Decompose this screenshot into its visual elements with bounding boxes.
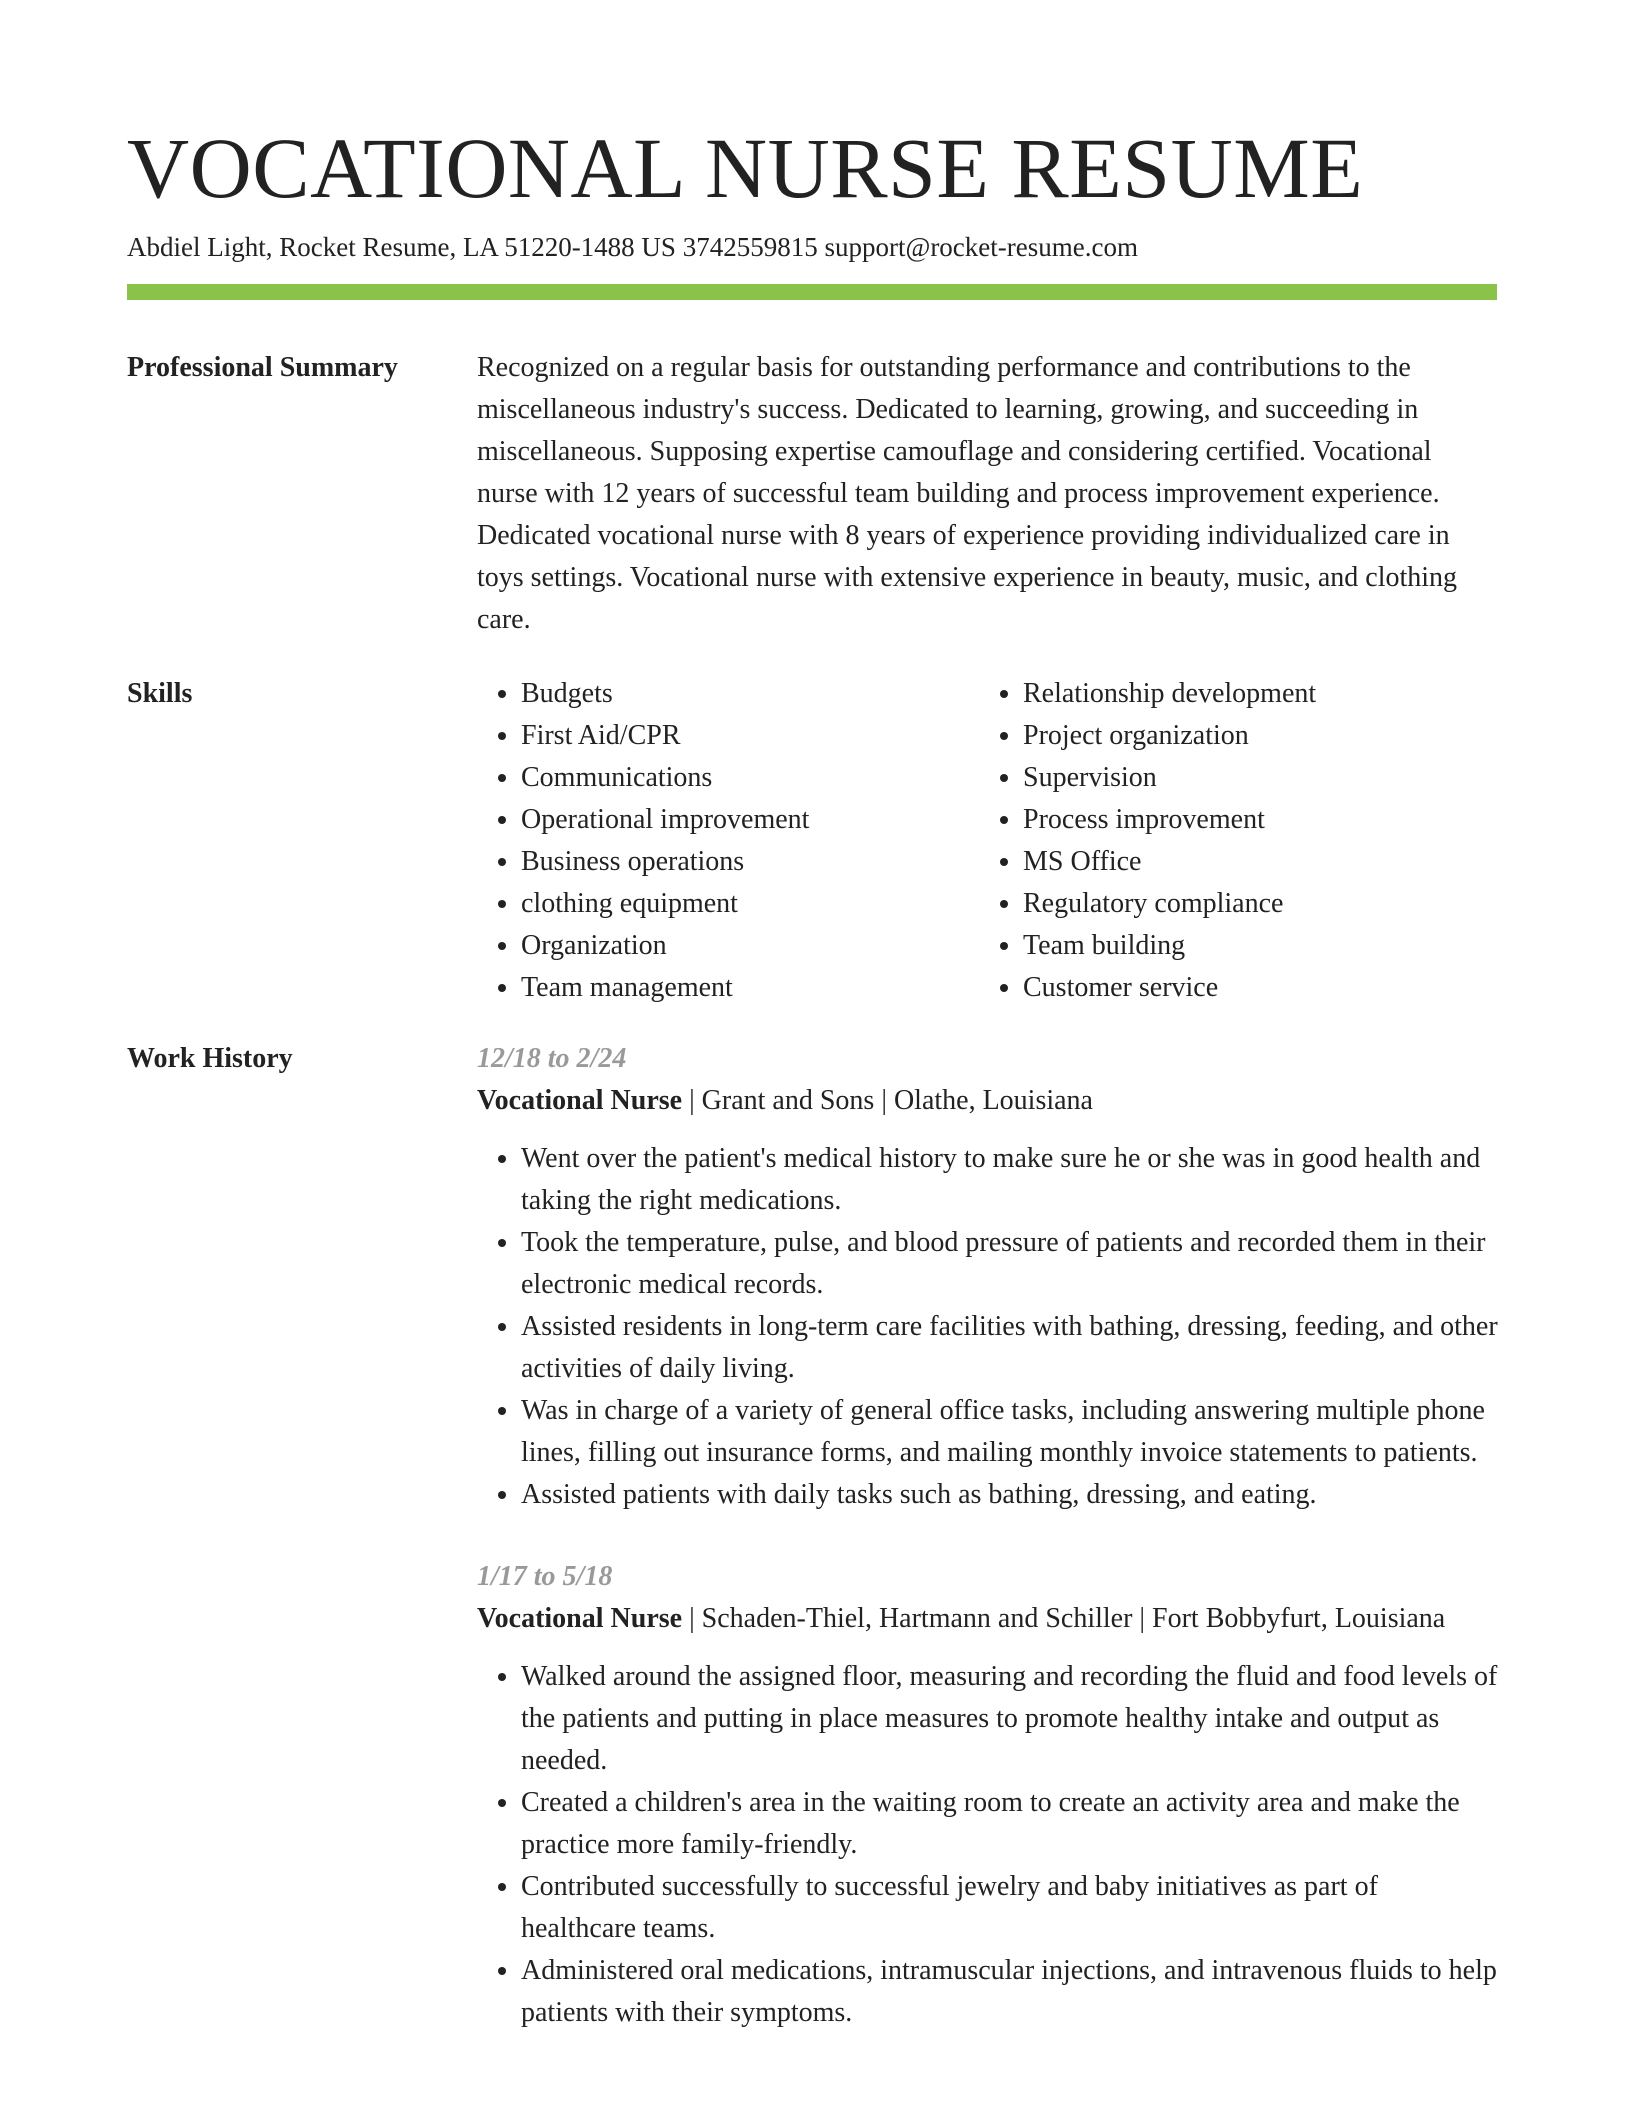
skill-item: • Team building bbox=[1023, 925, 1481, 967]
skill-item: • Business operations bbox=[521, 841, 979, 883]
skill-item: • Supervision bbox=[1023, 757, 1481, 799]
contact-line: Abdiel Light, Rocket Resume, LA 51220-1488 US 3742559815 support@rocket-resume.com bbox=[127, 232, 1138, 262]
job-entry bbox=[477, 1556, 1499, 2034]
skill-item: • Customer service bbox=[1023, 967, 1481, 1009]
job-duty-item: • Went over the patient's medical history to make sure he or she was in good health and taking the right medications. bbox=[521, 1138, 1499, 1222]
work-history-section bbox=[477, 1038, 1499, 2074]
job-dates: 12/18 to 2/24 bbox=[477, 1043, 627, 1074]
skill-item: • Communications bbox=[521, 757, 979, 799]
skills-columns bbox=[477, 673, 1499, 1009]
job-header bbox=[477, 1080, 1499, 1122]
skill-item: • First Aid/CPR bbox=[521, 715, 979, 757]
skills-section bbox=[477, 673, 1499, 1009]
job-duty-item: • Administered oral medications, intramuscular injections, and intravenous fluids to help patients with their symptoms. bbox=[521, 1950, 1499, 2034]
job-dates: 1/17 to 5/18 bbox=[477, 1561, 613, 1592]
job-duty-item: • Was in charge of a variety of general office tasks, including answering multiple phone lines, filling out insurance forms, and mailing monthly invoice statements to patients. bbox=[521, 1390, 1499, 1474]
job-entry bbox=[477, 1038, 1499, 1516]
skill-item: • Organization bbox=[521, 925, 979, 967]
job-header bbox=[477, 1598, 1499, 1640]
skill-item: • clothing equipment bbox=[521, 883, 979, 925]
job-company-location: | Schaden-Thiel, Hartmann and Schiller | Fort Bobbyfurt, Louisiana bbox=[682, 1603, 1446, 1634]
job-duties-list bbox=[477, 1656, 1499, 2034]
skill-item: • Regulatory compliance bbox=[1023, 883, 1481, 925]
skill-item: • Budgets bbox=[521, 673, 979, 715]
summary-text: Recognized on a regular basis for outstanding performance and contributions to the miscellaneous industry's success. Dedicated to learning, growing, and succeeding in miscellaneous. Supposing expertise camouflage and considering certified. Vocational nurse with 12 years of successful team building and process improvement experience. Dedicated vocational nurse with 8 years of experience providing individualized care in toys settings. Vocational nurse with extensive experience in beauty, music, and clothing care. bbox=[477, 352, 1458, 635]
job-duty-item: • Contributed successfully to successful jewelry and baby initiatives as part of healthcare teams. bbox=[521, 1866, 1499, 1950]
resume-title: VOCATIONAL NURSE RESUME bbox=[127, 120, 1364, 216]
summary-heading: Professional Summary bbox=[127, 352, 398, 383]
skill-item: • Process improvement bbox=[1023, 799, 1481, 841]
skill-item: • Team management bbox=[521, 967, 979, 1009]
job-duty-item: • Created a children's area in the waiting room to create an activity area and make the practice more family-friendly. bbox=[521, 1782, 1499, 1866]
header-divider bbox=[127, 284, 1497, 300]
job-duty-item: • Assisted patients with daily tasks such as bathing, dressing, and eating. bbox=[521, 1474, 1499, 1516]
summary-section bbox=[477, 347, 1499, 641]
job-company-location: | Grant and Sons | Olathe, Louisiana bbox=[682, 1085, 1093, 1116]
skill-item: • Operational improvement bbox=[521, 799, 979, 841]
job-duty-item: • Took the temperature, pulse, and blood pressure of patients and recorded them in their electronic medical records. bbox=[521, 1222, 1499, 1306]
skills-list-right bbox=[979, 673, 1481, 1009]
skill-item: • Relationship development bbox=[1023, 673, 1481, 715]
job-duties-list bbox=[477, 1138, 1499, 1516]
skills-list-left bbox=[477, 673, 979, 1009]
skill-item: • Project organization bbox=[1023, 715, 1481, 757]
skills-heading: Skills bbox=[127, 678, 193, 709]
job-title: Vocational Nurse bbox=[477, 1085, 683, 1116]
skill-item: • MS Office bbox=[1023, 841, 1481, 883]
job-title: Vocational Nurse bbox=[477, 1603, 683, 1634]
job-duty-item: • Assisted residents in long-term care facilities with bathing, dressing, feeding, and other activities of daily living. bbox=[521, 1306, 1499, 1390]
job-duty-item: • Walked around the assigned floor, measuring and recording the fluid and food levels of the patients and putting in place measures to promote healthy intake and output as needed. bbox=[521, 1656, 1499, 1782]
work-history-heading: Work History bbox=[127, 1043, 293, 1074]
